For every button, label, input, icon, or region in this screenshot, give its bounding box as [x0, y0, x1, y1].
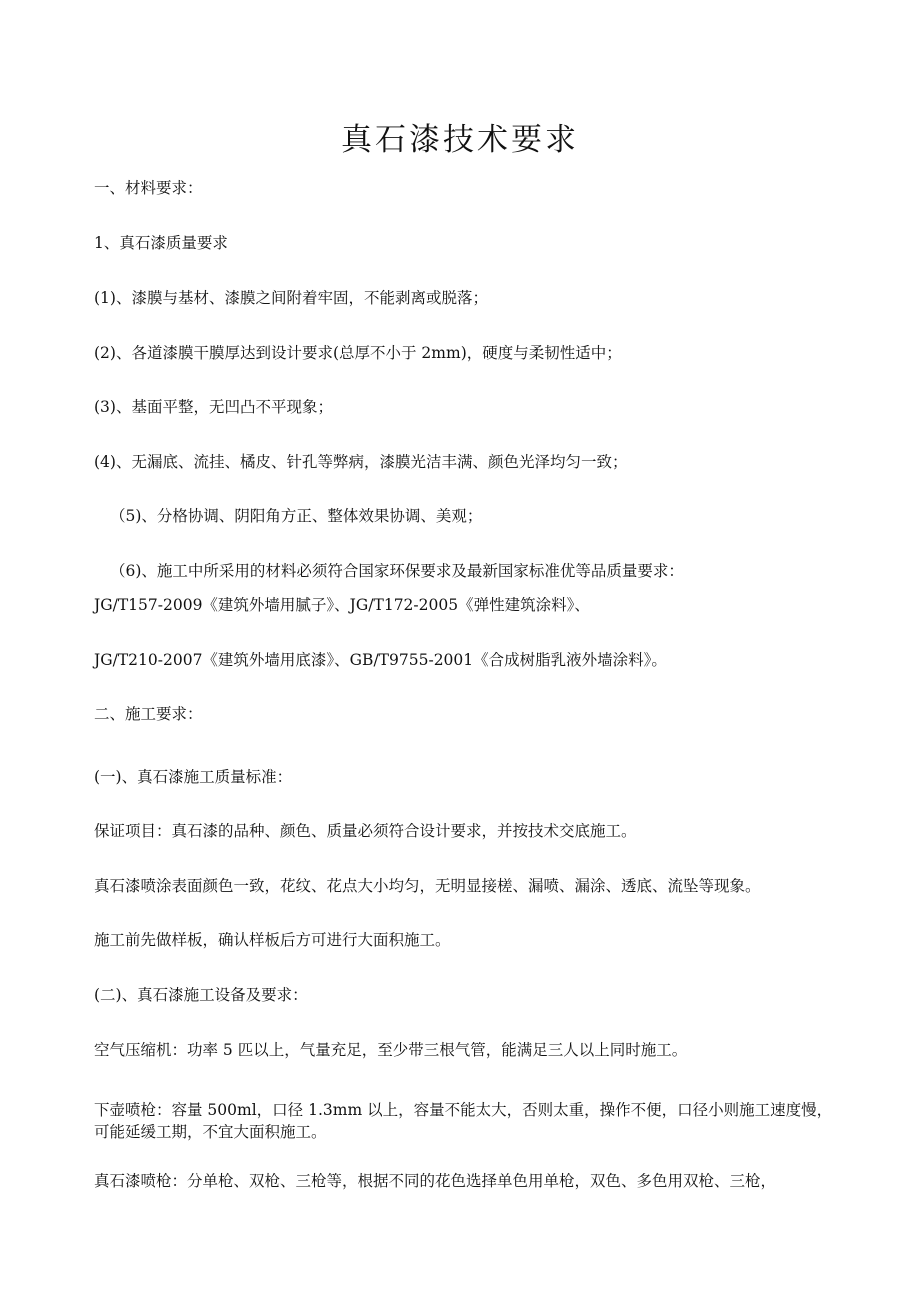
subsection-heading-equipment: (二)、真石漆施工设备及要求： — [94, 986, 308, 1004]
document-title: 真石漆技术要求 — [341, 122, 579, 158]
subsection-heading-construction-quality: (一)、真石漆施工质量标准： — [94, 768, 293, 786]
paragraph-air-compressor: 空气压缩机：功率 5 匹以上，气量充足，至少带三根气管，能满足三人以上同时施工。 — [94, 1041, 688, 1059]
requirement-item-4: (4)、无漏底、流挂、橘皮、针孔等弊病，漆膜光洁丰满、颜色光泽均匀一致； — [94, 453, 628, 471]
paragraph-stone-paint-spray-gun: 真石漆喷枪：分单枪、双枪、三枪等，根据不同的花色选择单色用单枪，双色、多色用双枪、三枪， — [94, 1172, 777, 1190]
paragraph-guarantee-items: 保证项目：真石漆的品种、颜色、质量必须符合设计要求，并按技术交底施工。 — [94, 822, 637, 840]
section-heading-construction: 二、施工要求： — [94, 705, 203, 723]
requirement-item-2: (2)、各道漆膜干膜厚达到设计要求(总厚不小于 2mm)，硬度与柔韧性适中； — [94, 344, 622, 362]
requirement-item-1: (1)、漆膜与基材、漆膜之间附着牢固，不能剥离或脱落； — [94, 289, 488, 307]
requirement-item-6: （6)、施工中所采用的材料必须符合国家环保要求及最新国家标准优等品质量要求： — [110, 562, 684, 580]
requirement-item-3: (3)、基面平整，无凹凸不平现象； — [94, 398, 333, 416]
paragraph-lower-pot-spray-gun: 下壶喷枪：容量 500ml，口径 1.3mm 以上，容量不能太大，否则太重，操作不便，口径小则施工速度慢，可能延缓工期，不宜大面积施工。 — [94, 1101, 833, 1141]
standards-line-2: JG/T210-2007《建筑外墙用底漆》、GB/T9755-2001《合成树脂乳液外墙涂料》。 — [94, 651, 667, 669]
paragraph-sample-board: 施工前先做样板，确认样板后方可进行大面积施工。 — [94, 931, 451, 949]
subsection-heading-quality: 1、真石漆质量要求 — [94, 234, 228, 252]
requirement-item-5: （5)、分格协调、阴阳角方正、整体效果协调、美观； — [110, 507, 483, 525]
section-heading-materials: 一、材料要求： — [94, 179, 203, 197]
paragraph-spray-surface: 真石漆喷涂表面颜色一致，花纹、花点大小均匀，无明显接槎、漏喷、漏涂、透底、流坠等现象。 — [94, 877, 761, 895]
standards-line-1: JG/T157-2009《建筑外墙用腻子》、JG/T172-2005《弹性建筑涂料》、 — [94, 596, 590, 614]
